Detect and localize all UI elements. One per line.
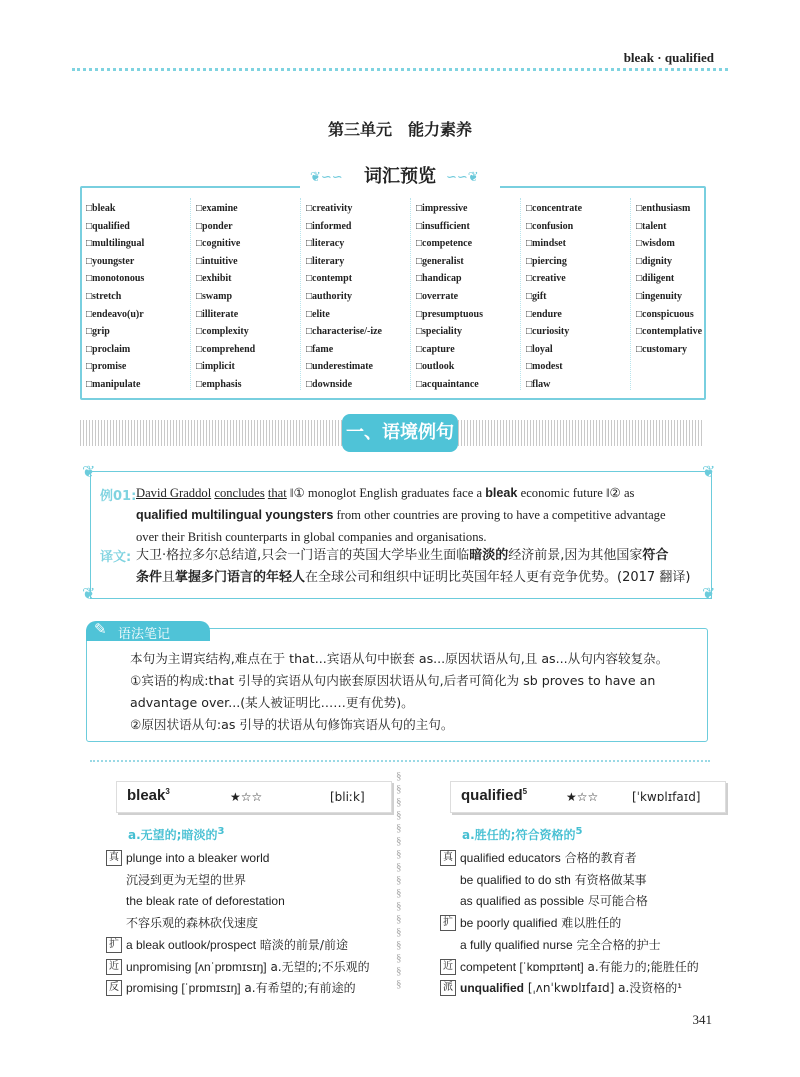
translation-keyword: 掌握多门语言的年轻人	[175, 570, 306, 585]
entry-line	[460, 978, 682, 998]
translation-line-1	[136, 545, 668, 567]
translation-text: 大卫·格拉多尔总结道,只会一门语言的英国大学毕业生面临	[136, 548, 470, 563]
entry-line	[460, 913, 621, 933]
pen-icon: ✎	[94, 622, 107, 638]
header-rule	[72, 68, 728, 71]
column-divider	[630, 198, 631, 390]
entry-chinese: [ˌʌnˈkwɒlɪfaɪd] a.没资格的¹	[527, 981, 683, 996]
vocab-item: □customary	[636, 343, 688, 355]
vocab-item: □modest	[526, 361, 563, 373]
section-title: 一、语境例句	[342, 414, 458, 452]
entry-tag: 近	[106, 959, 122, 975]
headword-qualified	[461, 787, 527, 804]
vocab-item: □dignity	[636, 255, 673, 267]
translation-text: 经济前景,因为其他国家	[508, 548, 643, 563]
grammar-line-3: advantage over...(某人被证明比……更有优势)。	[130, 695, 414, 710]
example-subject: David Graddol	[136, 486, 212, 500]
vocab-item: □comprehend	[196, 343, 256, 355]
vocab-item: □loyal	[526, 343, 553, 355]
entry-chinese: a.有希望的;有前途的	[244, 981, 356, 996]
entry-chinese: a.有能力的;能胜任的	[587, 959, 699, 974]
vocab-item: □multilingual	[86, 238, 145, 250]
vocab-item: □youngster	[86, 255, 135, 267]
frequency-number: 3	[165, 787, 170, 796]
example-verb: concludes	[214, 486, 265, 500]
entry-chinese: 有资格做某事	[574, 872, 647, 887]
entry-english: qualified educators	[460, 851, 561, 865]
vocab-item: □acquaintance	[416, 378, 479, 390]
entry-meaning	[128, 826, 224, 843]
vocab-item: □endure	[526, 308, 562, 320]
meaning-sup: 5	[575, 826, 583, 837]
vocab-item: □overrate	[416, 290, 459, 302]
vocab-item: □insufficient	[416, 220, 470, 232]
headword-text: bleak	[127, 787, 166, 804]
translation-text: 在全球公司和组织中证明比英国年轻人更有竞争优势。(2017 翻译)	[305, 570, 691, 585]
page-number: 341	[692, 1012, 712, 1027]
corner-ornament-icon: ❦	[82, 586, 96, 603]
example-label: 例01:	[100, 489, 137, 504]
example-line-3: over their British counterparts in global companies and organisations.	[136, 530, 487, 544]
example-text: economic future	[520, 486, 603, 500]
entry-line	[460, 935, 661, 955]
vocab-item: □ponder	[196, 220, 233, 232]
vocab-item: □examine	[196, 203, 238, 214]
entry-chinese: 完全合格的护士	[576, 937, 661, 952]
translation-label: 译文:	[100, 550, 132, 565]
vocab-item: □grip	[86, 326, 110, 338]
entry-english: a bleak outlook/prospect	[126, 937, 257, 952]
grammar-tab-label: 语法笔记	[118, 627, 171, 642]
vocab-item: □creative	[526, 273, 566, 285]
vocab-item: □authority	[306, 290, 353, 302]
entry-chinese: 暗淡的前景/前途	[259, 937, 348, 952]
vocab-item: □ingenuity	[636, 290, 683, 302]
grammar-line-2: ①宾语的构成:that 引导的宾语从句内嵌套原因状语从句,后者可简化为 sb proves to have an	[130, 673, 656, 688]
entry-tag: 真	[440, 850, 456, 866]
vocab-item: □diligent	[636, 273, 675, 285]
vocab-item: □cognitive	[196, 238, 241, 250]
entry-english: plunge into a bleaker world	[126, 851, 270, 865]
section-separator	[90, 760, 710, 762]
vocab-item: □downside	[306, 378, 353, 390]
headword-text: qualified	[461, 787, 523, 804]
translation-keyword: 暗淡的	[469, 548, 509, 563]
entry-line	[126, 957, 370, 977]
vocab-item: □presumptuous	[416, 308, 483, 320]
vocab-item: □swamp	[196, 290, 233, 302]
vocab-item: □intuitive	[196, 255, 238, 267]
corner-ornament-icon: ❦	[82, 464, 96, 481]
vocab-item: □contemplative	[636, 326, 703, 338]
vocab-column-5	[526, 200, 634, 394]
vocab-column-3	[306, 200, 414, 394]
star-rating: ★☆☆	[230, 790, 263, 804]
entry-chinese: 不容乐观的森林砍伐速度	[126, 916, 259, 931]
vocab-item: □piercing	[526, 255, 567, 267]
entry-line	[460, 957, 699, 977]
frequency-number: 5	[522, 787, 528, 796]
entry-tag: 扩	[106, 937, 122, 953]
vocab-item: □qualified	[86, 220, 130, 232]
entry-chinese: 难以胜任的	[561, 916, 622, 931]
vocab-item: □handicap	[416, 273, 462, 285]
vocab-item: □competence	[416, 238, 473, 250]
vocab-item: □manipulate	[86, 378, 141, 390]
headword-bleak	[127, 787, 170, 804]
entry-english: as qualified as possible	[460, 894, 585, 909]
vocab-item: □literacy	[306, 238, 345, 250]
column-divider	[190, 198, 191, 390]
vocab-item: □outlook	[416, 361, 455, 373]
example-that: that	[267, 486, 287, 500]
vocab-item: □promise	[86, 361, 127, 373]
vocab-item: □contempt	[306, 273, 353, 285]
grammar-line-4: ②原因状语从句:as 引导的状语从句修饰宾语从句的主句。	[130, 717, 454, 732]
vocab-item: □talent	[636, 220, 667, 232]
column-divider	[300, 198, 301, 390]
translation-line-2	[136, 567, 690, 589]
entry-english: be poorly qualified	[460, 916, 558, 931]
vocab-item: □gift	[526, 290, 547, 302]
phonetic: [bliːk]	[330, 790, 365, 804]
keyword-qualified-multilingual-youngsters: qualified multilingual youngsters	[136, 508, 334, 522]
vocab-item: □proclaim	[86, 343, 131, 355]
vocab-item: □wisdom	[636, 238, 675, 250]
vocab-column-1	[86, 200, 194, 394]
vocab-item: □exhibit	[196, 273, 232, 285]
column-divider-wavy: § § § § § § § § § § § § § § § § §	[396, 770, 402, 990]
translation-text: 且	[162, 570, 176, 585]
entry-tag: 反	[106, 980, 122, 996]
entry-english: unpromising [ʌnˈprɒmɪsɪŋ]	[126, 959, 267, 974]
example-line-1	[136, 482, 634, 504]
vocab-item: □bleak	[86, 203, 116, 214]
vocab-item: □stretch	[86, 290, 122, 302]
translation-keyword: 条件	[136, 570, 163, 585]
ornament-right-icon: ∽∽❦	[446, 170, 479, 185]
vocab-item: □elite	[306, 308, 330, 320]
ornament-left-icon: ❦∽∽	[310, 170, 343, 185]
entry-chinese: 尽可能合格	[587, 894, 648, 909]
vocab-item: □enthusiasm	[636, 203, 691, 214]
clause-marker-1: ‖①	[289, 486, 305, 500]
example-text: monoglot English graduates face a	[307, 486, 483, 500]
entry-english: competent [ˈkɒmpɪtənt]	[460, 959, 584, 974]
vocab-item: □mindset	[526, 238, 566, 250]
entry-meaning	[462, 826, 582, 843]
column-divider	[520, 198, 521, 390]
entry-line	[460, 891, 648, 911]
running-head: bleak · qualified	[623, 50, 714, 65]
example-text: from other countries are proving to have a competitive advantage	[336, 508, 666, 522]
vocab-column-2	[196, 200, 304, 394]
entry-line	[126, 848, 269, 868]
entry-english: unqualified	[460, 981, 524, 996]
vocab-title: 词汇预览	[364, 166, 436, 187]
section-bar-left	[80, 420, 342, 446]
vocab-item: □generalist	[416, 255, 464, 267]
vocab-item: □emphasis	[196, 378, 242, 390]
entry-english: a fully qualified nurse	[460, 937, 573, 952]
entry-tag: 扩	[440, 915, 456, 931]
vocab-item: □confusion	[526, 220, 574, 232]
entry-english: the bleak rate of deforestation	[126, 894, 285, 909]
clause-marker-2: ‖②	[605, 486, 621, 500]
entry-english: be qualified to do sth	[460, 872, 571, 887]
vocab-item: □concentrate	[526, 203, 583, 214]
unit-title: 第三单元 能力素养	[327, 120, 472, 139]
phonetic: [ˈkwɒlɪfaɪd]	[632, 790, 701, 804]
entry-chinese: 沉浸到更为无望的世界	[126, 872, 247, 887]
vocab-item: □flaw	[526, 378, 551, 390]
vocab-item: □illiterate	[196, 308, 239, 320]
vocab-item: □implicit	[196, 361, 235, 373]
vocab-item: □informed	[306, 220, 352, 232]
vocab-item: □underestimate	[306, 361, 373, 373]
meaning-text: a.胜任的;符合资格的	[462, 828, 576, 842]
corner-ornament-icon: ❦	[702, 586, 716, 603]
keyword-bleak: bleak	[485, 486, 518, 500]
vocab-item: □endeavo(u)r	[86, 308, 144, 320]
vocab-item: □literary	[306, 255, 345, 267]
vocab-item: □curiosity	[526, 326, 570, 338]
entry-tag: 派	[440, 980, 456, 996]
meaning-sup: 3	[217, 826, 225, 837]
entry-line	[126, 891, 285, 911]
vocab-item: □impressive	[416, 203, 468, 214]
entry-tag: 真	[106, 850, 122, 866]
vocab-item: □conspicuous	[636, 308, 694, 320]
corner-ornament-icon: ❦	[702, 464, 716, 481]
vocab-item: □creativity	[306, 203, 353, 214]
example-line-2	[136, 504, 666, 526]
vocab-item: □speciality	[416, 326, 463, 338]
entry-line	[126, 870, 246, 890]
entry-tag: 近	[440, 959, 456, 975]
vocab-item: □capture	[416, 343, 455, 355]
vocab-column-4	[416, 200, 524, 394]
entry-line	[126, 978, 356, 998]
meaning-text: a.无望的;暗淡的	[128, 828, 218, 842]
section-bar-right	[458, 420, 702, 446]
entry-line	[126, 913, 258, 933]
vocab-item: □monotonous	[86, 273, 145, 285]
column-divider	[410, 198, 411, 390]
example-text: as	[623, 486, 635, 500]
entry-line	[126, 935, 348, 955]
star-rating: ★☆☆	[566, 790, 599, 804]
translation-keyword: 符合	[642, 548, 669, 563]
vocab-column-6	[636, 200, 744, 358]
vocab-item: □complexity	[196, 326, 249, 338]
entry-line	[460, 870, 647, 890]
grammar-line-1: 本句为主谓宾结构,难点在于 that...宾语从句中嵌套 as...原因状语从句,且 as...从句内容较复杂。	[130, 651, 669, 666]
vocab-item: □characterise/-ize	[306, 326, 382, 338]
entry-line	[460, 848, 637, 868]
vocab-item: □fame	[306, 343, 334, 355]
entry-chinese: a.无望的;不乐观的	[270, 959, 370, 974]
entry-chinese: 合格的教育者	[564, 851, 637, 865]
entry-english: promising [ˈprɒmɪsɪŋ]	[126, 981, 241, 996]
